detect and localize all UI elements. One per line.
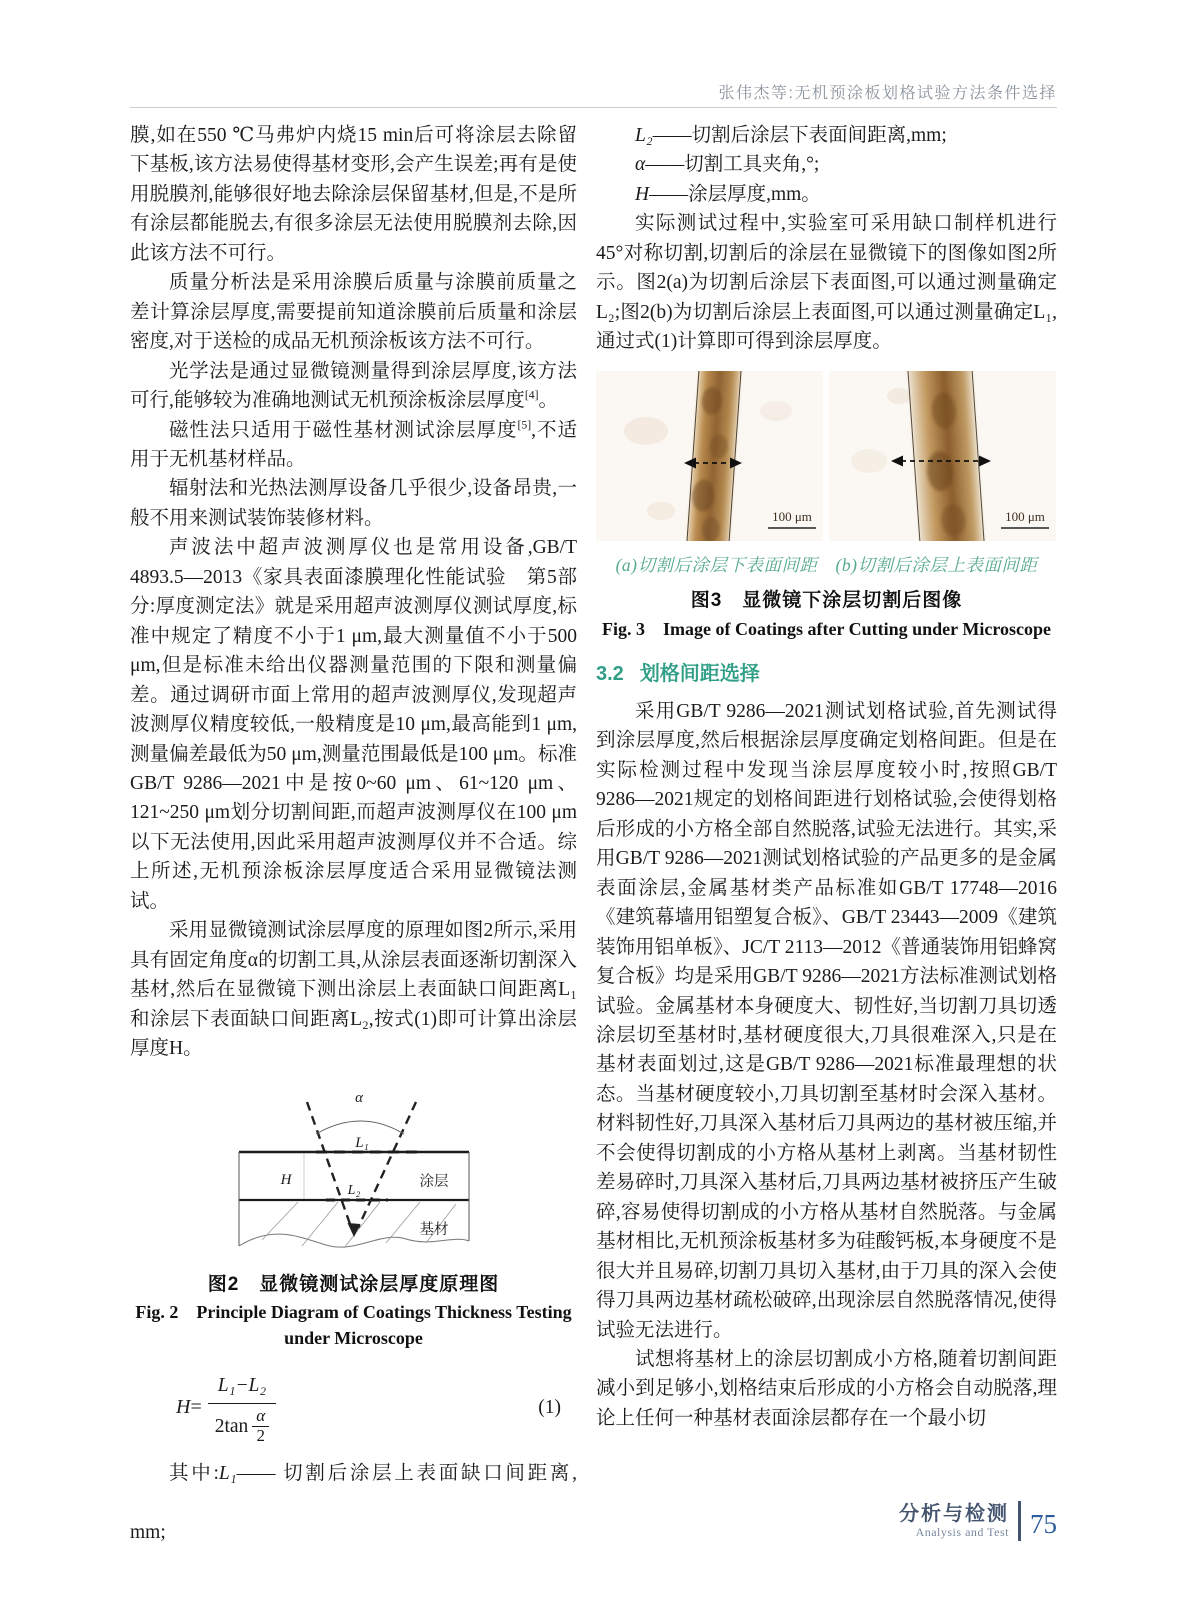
paragraph: 膜,如在550 ℃马弗炉内烧15 min后可将涂层去除留下基板,该方法易使得基材变形,会产生误差;再有是使用脱膜剂,能够很好地去除涂层保留基材,但是,不是所有涂层都能脱去,有很多涂层无法使用脱膜剂去除,因此该方法不可行。 (130, 125, 577, 264)
scale-label: 100 μm (1005, 508, 1045, 524)
section-number: 3.2 (596, 662, 624, 685)
equation-1 (130, 1371, 577, 1445)
scale-label: 100 μm (772, 508, 812, 524)
where-l1: L₁ (218, 1463, 237, 1485)
running-title: 张伟杰等:无机预涂板划格试验方法条件选择 (718, 85, 1057, 102)
footer-section-en: Analysis and Test (915, 1524, 1009, 1539)
alpha-arc (316, 1121, 404, 1134)
where-text: —— 切割后涂层上表面缺口间距离, (236, 1463, 577, 1485)
figure3-subcaption: (a)切割后涂层下表面间距 (b)切割后涂层上表面间距 (615, 554, 1038, 575)
footer-divider-bar (1018, 1501, 1021, 1541)
paragraph-text: 。 (538, 390, 559, 412)
citation-4: [4] (524, 388, 539, 402)
page-footer (899, 1498, 1057, 1544)
alpha-symbol: α (252, 1407, 269, 1427)
figure3-caption-en: Fig. 3 Image of Coatings after Cutting under Microscope (602, 618, 1051, 639)
substrate-label: 基材 (419, 1221, 448, 1238)
l2-label: L₂ (347, 1182, 360, 1198)
figure2-caption-en-line1: Fig. 2 Principle Diagram of Coatings Thickness Testing (135, 1301, 572, 1322)
fraction-numerator: L₁−L₂ (208, 1371, 276, 1404)
equation-h: H (176, 1396, 191, 1419)
figure2-caption-cn: 图2 显微镜测试涂层厚度原理图 (207, 1273, 500, 1295)
def-l2-text: ——切割后涂层下表面间距离,mm; (652, 125, 947, 146)
figure2-diagram (204, 1074, 504, 1266)
paragraph-text: 磁性法只适用于磁性基材测试涂层厚度 (169, 419, 518, 441)
denominator-prefix: 2tan (214, 1415, 249, 1437)
paragraph-text: 光学法是通过显微镜测量得到涂层厚度,该方法可行,能够较为准确地测试无机预涂板涂层厚度 (130, 360, 577, 412)
figure2-caption-en-line2: under Microscope (284, 1327, 423, 1348)
def-h-text: ——涂层厚度,mm。 (649, 183, 821, 205)
def-h-symbol: H (635, 183, 650, 205)
paragraph-text: ,不适用于无机基材样品。 (130, 419, 577, 470)
paragraph: 质量分析法是采用涂膜后质量与涂膜前质量之差计算涂层厚度,需要提前知道涂膜前后质量和涂层密度,对于送检的成品无机预涂板该方法不可行。 (130, 272, 577, 353)
equation-number: (1) (538, 1397, 561, 1419)
citation-5: [5] (517, 418, 532, 432)
alpha-over-2 (252, 1407, 269, 1445)
paragraph: 声波法中超声波测厚仪也是常用设备,GB/T 4893.5—2013《家具表面漆膜理化性能试验 第5部分:厚度测定法》就是采用超声波测厚仪测试厚度,标准中规定了精度不小于1 μm,最大测量值不小于500 μm,但是标准未给出仪器测量范围的下限和测量偏差。通过调研市面上常用的超声波测厚仪,发现超声波测厚仪精度较低,一般精度是10 μm,最高能到1 μm,测量偏差最低为50 μm,测量范围最低是100 μm。标准GB/T 9286—2021中是按0~60 μm、61~120 μm、121~250 μm划分切割间距,而超声波测厚仪在100 μm以下无法使用,因此采用超声波测厚仪并不合适。综上所述,无机预涂板涂层厚度适合采用显微镜法测试。 (130, 537, 577, 912)
h-label: H (280, 1171, 291, 1188)
figure3-panel-a (596, 371, 823, 541)
def-alpha-text: ——切割工具夹角,°; (645, 154, 820, 176)
paragraph: 试想将基材上的涂层切割成小方格,随着切割间距减小到足够小,划格结束后形成的小方格会自动脱落,理论上任何一种基材表面涂层都存在一个最小切 (596, 1348, 1057, 1429)
page-number: 75 (1030, 1509, 1057, 1539)
section-heading-3-2 (596, 660, 1057, 689)
l1-label: L₁ (354, 1134, 369, 1151)
paragraph: 实际测试过程中,实验室可采用缺口制样机进行45°对称切割,切割后的涂层在显微镜下的图像如图2所示。图2(a)为切割后涂层下表面图,可以通过测量确定L₂;图2(b)为切割后涂层上表面图,可以通过测量确定L₁,通过式(1)计算即可得到涂层厚度。 (596, 213, 1057, 353)
where-unit: mm; (130, 1522, 166, 1543)
right-column (596, 121, 1057, 1433)
where-prefix: 其中: (169, 1463, 219, 1485)
paragraph (130, 416, 577, 475)
cut-groove-band (907, 371, 984, 541)
coating-label: 涂层 (419, 1173, 448, 1190)
definition-item (596, 180, 1057, 209)
fraction-denominator (215, 1404, 270, 1445)
paragraph: 采用GB/T 9286—2021测试划格试验,首先测试得到涂层厚度,然后根据涂层厚度确定划格间距。但是在实际检测过程中发现当涂层厚度较小时,按照GB/T 9286—2021规定的划格间距进行划格试验,会使得划格后形成的小方格全部自然脱落,试验无法进行。其实,采用GB/T 9286—2021测试划格试验的产品更多的是金属表面涂层,金属基材类产品标准如GB/T 17748—2016《建筑幕墙用铝塑复合板》、GB/T 23443—2009《建筑装饰用铝单板》、JC/T 2113—2012《普通装饰用铝蜂窝复合板》均是采用GB/T 9286—2021方法标准测试划格试验。金属基材本身硬度大、韧性好,当切割刀具切透涂层切至基材时,基材硬度很大,刀具很难深入,只是在基材表面划过,这是GB/T 9286—2021标准最理想的状态。当基材硬度较小,刀具切割至基材时会深入基材。材料韧性好,刀具深入基材后刀具两边的基材被压缩,并不会使得切割成的小方格从基材上剥离。当基材韧性差易碎时,刀具深入基材后,刀具两边基材被挤压产生破碎,容易使得切割成的小方格从基材自然脱落。与金属基材相比,无机预涂板基材多为硅酸钙板,本身硬度不是很大并且易碎,切割刀具切入基材,由于刀具的深入会使得刀具两边基材疏松破碎,出现涂层自然脱落情况,使得试验无法进行。 (596, 700, 1057, 1341)
equals-sign: = (190, 1396, 202, 1419)
where-clause (130, 1459, 577, 1518)
equation-fraction (208, 1371, 276, 1445)
definition-item (596, 150, 1057, 179)
footer-section-cn: 分析与检测 (899, 1502, 1009, 1525)
denominator-2: 2 (256, 1426, 265, 1446)
equation-lhs (176, 1393, 202, 1422)
header-rule (130, 107, 1057, 108)
def-alpha-symbol: α (635, 154, 646, 176)
definition-item (596, 121, 1057, 150)
section-title: 划格间距选择 (639, 662, 760, 685)
paragraph: 辐射法和光热法测厚设备几乎很少,设备昂贵,一般不用来测试装饰装修材料。 (130, 478, 577, 529)
figure3-caption-cn: 图3 显微镜下涂层切割后图像 (690, 590, 963, 612)
paragraph (130, 357, 577, 416)
figure3-photos (596, 371, 1057, 541)
def-l2-symbol: L₂ (635, 125, 653, 146)
figure3-panel-b (829, 371, 1056, 541)
paragraph: 采用显微镜测试涂层厚度的原理如图2所示,采用具有固定角度α的切割工具,从涂层表面逐渐切割深入基材,然后在显微镜下测出涂层上表面缺口间距离L₁和涂层下表面缺口间距离L₂,按式(1)即可计算出涂层厚度H。 (130, 920, 577, 1060)
footer-section-names (899, 1503, 1009, 1540)
left-column (130, 121, 577, 1547)
alpha-label: α (354, 1089, 363, 1106)
